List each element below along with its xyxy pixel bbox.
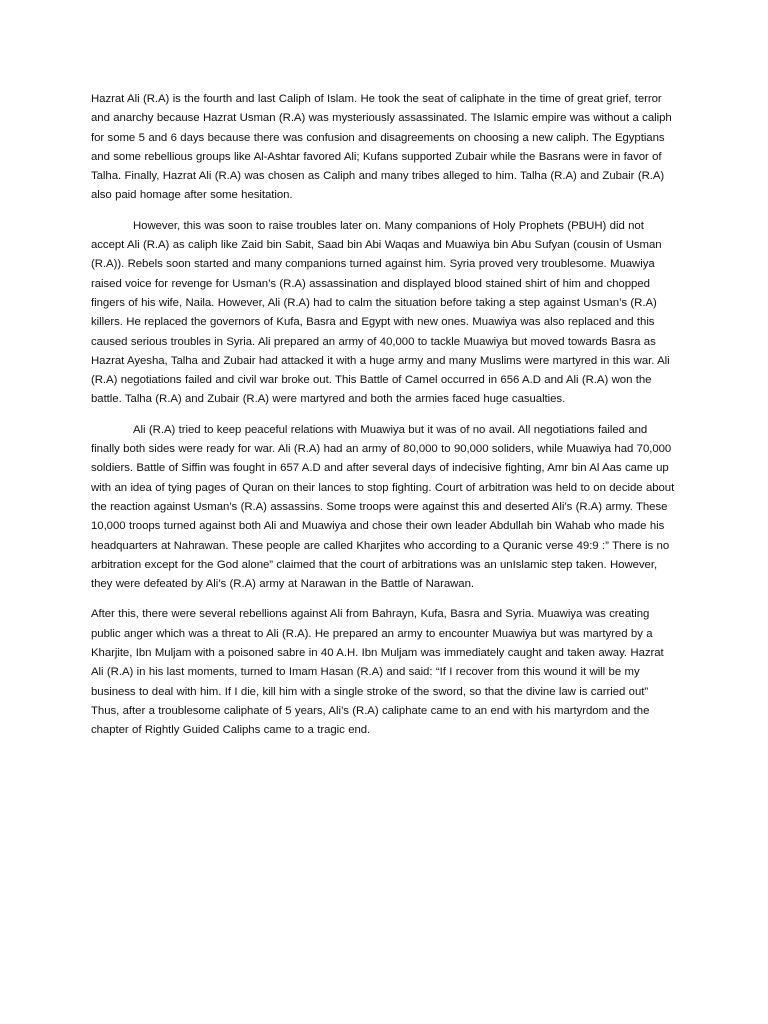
paragraph-3: Ali (R.A) tried to keep peaceful relations with Muawiya but it was of no avail. All negotiations failed and finally both sides were ready for war. Ali (R.A) had an army of 80,000 to 90,000 soliders, while Muawiya had 70,000 soldiers. Battle of Siffin was fought in 657 A.D and after several days of indecisive fighting, Amr bin Al Aas came up with an idea of tying pages of Quran on their lances to stop fighting. Court of arbitration was held to on decide about the reaction against Usman’s (R.A) assassins. Some troops were against this and deserted Ali’s (R.A) army. These 10,000 troops turned against both Ali and Muawiya and chose their own leader Abdullah bin Wahab who made his headquarters at Nahrawan. These people are called Kharjites who according to a Quranic verse 49:9 :” There is no arbitration except for the God alone” claimed that the court of arbitrations was an unIslamic step taken. However, they were defeated by Ali’s (R.A) army at Narawan in the Battle of Narawan.: [91, 423, 675, 591]
paragraph-4: After this, there were several rebellions against Ali from Bahrayn, Kufa, Basra and Syria. Muawiya was creating public anger which was a threat to Ali (R.A). He prepared an army to encounter Muawiya but was martyred by a Kharjite, Ibn Muljam with a poisoned sabre in 40 A.H. Ibn Muljam was immediately caught and taken away. Hazrat Ali (R.A) in his last moments, turned to Imam Hasan (R.A) and said: “If I recover from this wound it will be my business to deal with him. If I die, kill him with a single stroke of the sword, so that the divine law is carried out” Thus, after a troublesome caliphate of 5 years, Ali’s (R.A) caliphate came to an end with his martyrdom and the chapter of Rightly Guided Caliphs came to a tragic end.: [91, 608, 664, 737]
paragraph-2: However, this was soon to raise troubles later on. Many companions of Holy Prophets (PBUH) did not accept Ali (R.A) as caliph like Zaid bin Sabit, Saad bin Abi Waqas and Muawiya bin Abu Sufyan (cousin of Usman (R.A)). Rebels soon started and many companions turned against him. Syria proved very troublesome. Muawiya raised voice for revenge for Usman’s (R.A) assassination and displayed blood stained shirt of him and chopped fingers of his wife, Naila. However, Ali (R.A) had to calm the situation before taking a step against Usman’s (R.A) killers. He replaced the governors of Kufa, Basra and Egypt with new ones. Muawiya was also replaced and this caused serious troubles in Syria. Ali prepared an army of 40,000 to tackle Muawiya but moved towards Basra as Hazrat Ayesha, Talha and Zubair had attacked it with a huge army and many Muslims were martyred in this war. Ali (R.A) negotiations failed and civil war broke out. This Battle of Camel occurred in 656 A.D and Ali (R.A) won the battle. Talha (R.A) and Zubair (R.A) were martyred and both the armies faced huge casualties.: [91, 219, 670, 406]
paragraph-1: Hazrat Ali (R.A) is the fourth and last Caliph of Islam. He took the seat of caliphate in the time of great grief, terror and anarchy because Hazrat Usman (R.A) was mysteriously assassinated. The Islamic empire was without a caliph for some 5 and 6 days because there was confusion and disagreements on choosing a new caliph. The Egyptians and some rebellious groups like Al-Ashtar favored Ali; Kufans supported Zubair while the Basrans were in favor of Talha. Finally, Hazrat Ali (R.A) was chosen as Caliph and many tribes alleged to him. Talha (R.A) and Zubair (R.A) also paid homage after some hesitation.: [91, 93, 672, 202]
document-body: [91, 90, 677, 752]
